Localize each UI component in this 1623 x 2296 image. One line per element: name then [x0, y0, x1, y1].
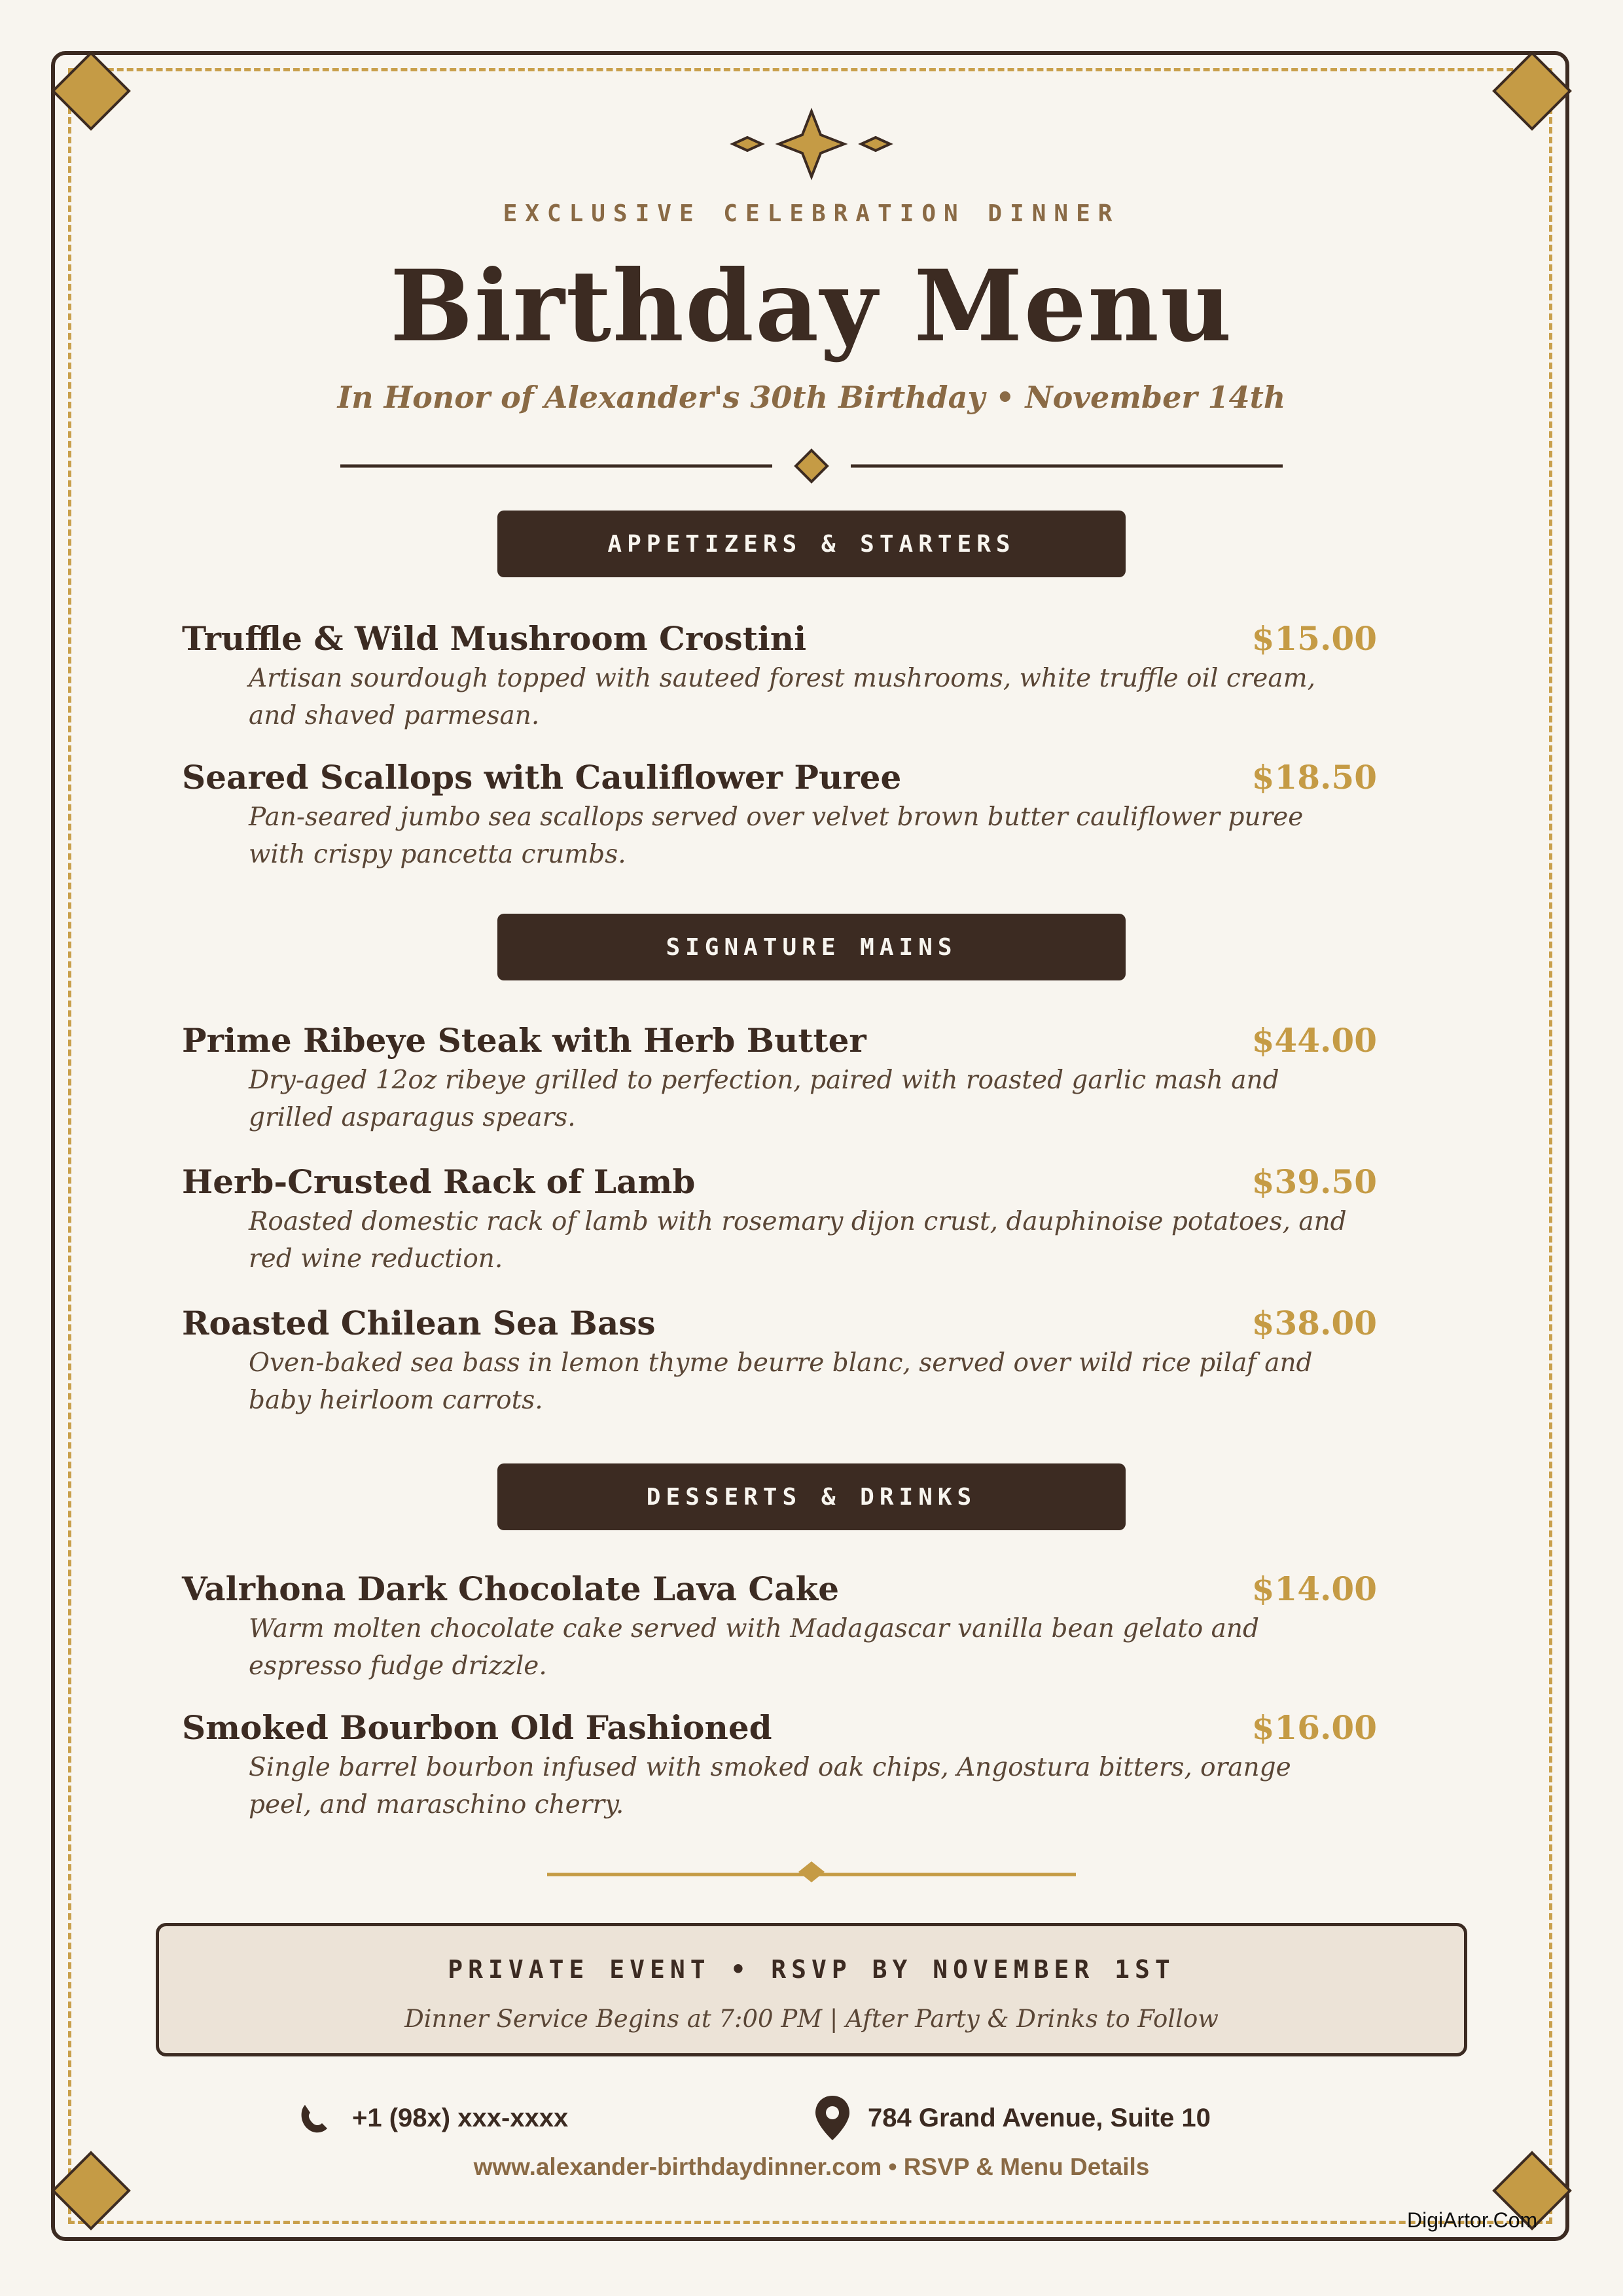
- address-text: 784 Grand Avenue, Suite 10: [868, 2103, 1211, 2132]
- menu-item-name: Roasted Chilean Sea Bass: [182, 1304, 656, 1342]
- event-info-title: PRIVATE EVENT • RSVP BY NOVEMBER 1ST: [448, 1955, 1175, 1984]
- menu-item-price: $16.00: [1251, 1708, 1377, 1747]
- menu-item-description: Warm molten chocolate cake served with Madagascar vanilla bean gelato and espresso fudge drizzle.: [249, 1614, 1259, 1681]
- menu-item-price: $15.00: [1251, 619, 1377, 658]
- menu-item-name: Prime Ribeye Steak with Herb Butter: [182, 1021, 866, 1060]
- contact-address: [812, 2094, 1211, 2142]
- menu-item-description: Roasted domestic rack of lamb with rosemary dijon crust, dauphinoise potatoes, and red wine reduction.: [249, 1207, 1347, 1274]
- menu-item-price: $39.50: [1251, 1162, 1377, 1201]
- page-title: Birthday Menu: [389, 249, 1234, 364]
- section-heading-appetizers: APPETIZERS & STARTERS: [497, 511, 1126, 577]
- page-subtitle: In Honor of Alexander's 30th Birthday • November 14th: [337, 380, 1286, 415]
- menu-item-name: Smoked Bourbon Old Fashioned: [182, 1708, 772, 1747]
- header-kicker: EXCLUSIVE CELEBRATION DINNER: [503, 200, 1120, 227]
- menu-item-description: Artisan sourdough topped with sauteed forest mushrooms, white truffle oil cream, and shaved parmesan.: [249, 664, 1316, 730]
- event-info-subtitle: Dinner Service Begins at 7:00 PM | After Party & Drinks to Follow: [404, 2005, 1219, 2033]
- menu-item-price: $18.50: [1251, 758, 1377, 797]
- phone-icon: [296, 2100, 332, 2136]
- section-heading-desserts: DESSERTS & DRINKS: [497, 1463, 1126, 1530]
- section-heading-mains: SIGNATURE MAINS: [497, 914, 1126, 980]
- menu-item-description: Pan-seared jumbo sea scallops served over velvet brown butter cauliflower puree with crispy pancetta crumbs.: [249, 802, 1304, 869]
- menu-item-description: Oven-baked sea bass in lemon thyme beurre blanc, served over wild rice pilaf and baby heirloom carrots.: [249, 1348, 1313, 1415]
- menu-item-name: Seared Scallops with Cauliflower Puree: [182, 758, 902, 797]
- header-divider: [340, 446, 1283, 486]
- menu-item-description: Dry-aged 12oz ribeye grilled to perfection, paired with roasted garlic mash and grilled asparagus spears.: [249, 1066, 1279, 1132]
- menu-item-description: Single barrel bourbon infused with smoked oak chips, Angostura bitters, orange peel, and maraschino cherry.: [249, 1753, 1291, 1820]
- phone-number: +1 (98x) xxx-xxxx: [352, 2103, 569, 2132]
- contact-phone: [296, 2094, 568, 2142]
- watermark-text: DigiArtor.Com: [1407, 2208, 1538, 2232]
- menu-item-price: $14.00: [1251, 1570, 1377, 1608]
- menu-item-price: $44.00: [1251, 1021, 1377, 1060]
- location-pin-icon: [812, 2093, 853, 2143]
- star-ornament-icon: [726, 105, 897, 183]
- menu-item-name: Truffle & Wild Mushroom Crostini: [182, 619, 807, 658]
- footer-divider: [547, 1859, 1076, 1885]
- event-info-box: [156, 1923, 1467, 2056]
- menu-item-price: $38.00: [1251, 1304, 1377, 1342]
- menu-item-name: Herb-Crusted Rack of Lamb: [182, 1162, 696, 1201]
- website-link[interactable]: www.alexander-birthdaydinner.com • RSVP & Menu Details: [473, 2153, 1150, 2180]
- menu-item-name: Valrhona Dark Chocolate Lava Cake: [182, 1570, 840, 1608]
